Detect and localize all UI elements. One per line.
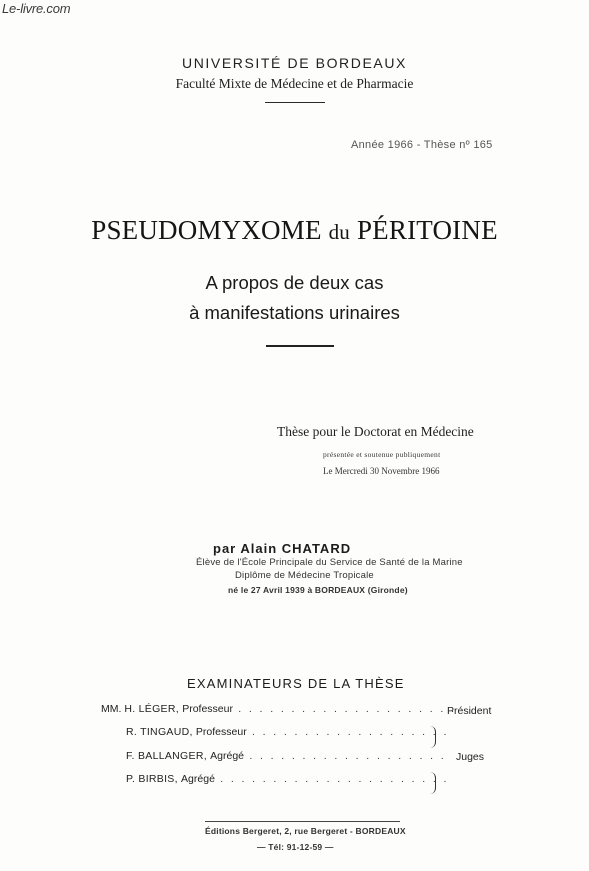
author-diploma: Diplôme de Médecine Tropicale	[235, 570, 374, 581]
examiners-heading: EXAMINATEURS DE LA THÈSE	[187, 676, 405, 691]
watermark-logo: Le-livre.com	[2, 1, 71, 16]
examiner-name: F. BALLANGER,	[126, 750, 211, 762]
examiner-row	[126, 726, 449, 738]
juges-label: Juges	[456, 751, 485, 763]
leader-dots: . . . . . . . . . . . . . . . . . . . . . .	[214, 773, 449, 785]
header-divider	[265, 102, 325, 103]
main-title-du: du	[328, 220, 351, 244]
subtitle-line-1: A propos de deux cas	[205, 272, 384, 293]
examiner-title: Agrégé	[210, 750, 245, 762]
year-thesis-number: Année 1966 - Thèse nº 165	[351, 139, 493, 151]
leader-dots: . . . . . . . . . . . . . . . . . . .	[244, 750, 447, 762]
examiner-row	[101, 703, 456, 715]
defense-date: Le Mercredi 30 Novembre 1966	[323, 466, 440, 476]
examiner-row	[126, 773, 449, 785]
main-title-part1: PSEUDOMYXOME	[91, 215, 329, 245]
thesis-degree-line: Thèse pour le Doctorat en Médecine	[277, 424, 474, 439]
author-line: par Alain CHATARD	[213, 541, 352, 556]
presentation-note: présentée et soutenue publiquement	[323, 450, 441, 459]
examiner-row	[126, 750, 446, 762]
author-school: Élève de l'École Principale du Service de Santé de la Marine	[196, 557, 463, 568]
title-divider	[266, 345, 334, 347]
faculty-name: Faculté Mixte de Médecine et de Pharmacie	[175, 76, 414, 91]
examiner-title: Professeur	[195, 726, 247, 738]
examiner-name: P. BIRBIS,	[126, 773, 182, 785]
university-name: UNIVERSITÉ DE BORDEAUX	[181, 55, 407, 71]
examiner-name: H. LÉGER,	[124, 703, 183, 715]
examiner-title: Professeur	[182, 703, 233, 715]
main-title	[0, 215, 589, 246]
author-birth: né le 27 Avril 1939 à BORDEAUX (Gironde)	[228, 585, 408, 595]
examiner-name: R. TINGAUD,	[126, 726, 196, 738]
juges-brace-lower	[430, 772, 436, 794]
main-title-part2: PÉRITOINE	[350, 215, 498, 245]
juges-brace-upper	[430, 726, 436, 748]
examiner-title: Agrégé	[181, 773, 215, 785]
publisher-phone: — Tél: 91-12-59 —	[257, 842, 334, 852]
president-label: Président	[447, 705, 492, 717]
publisher-line: Éditions Bergeret, 2, rue Bergeret - BORDEAUX	[205, 826, 406, 836]
examiner-prefix: MM.	[101, 703, 125, 715]
footer-divider	[205, 821, 400, 822]
leader-dots: . . . . . . . . . . . . . . . . . . .	[246, 726, 449, 738]
subtitle-line-2: à manifestations urinaires	[189, 302, 400, 323]
leader-dots: . . . . . . . . . . . . . . . . . . . . .	[232, 703, 457, 715]
